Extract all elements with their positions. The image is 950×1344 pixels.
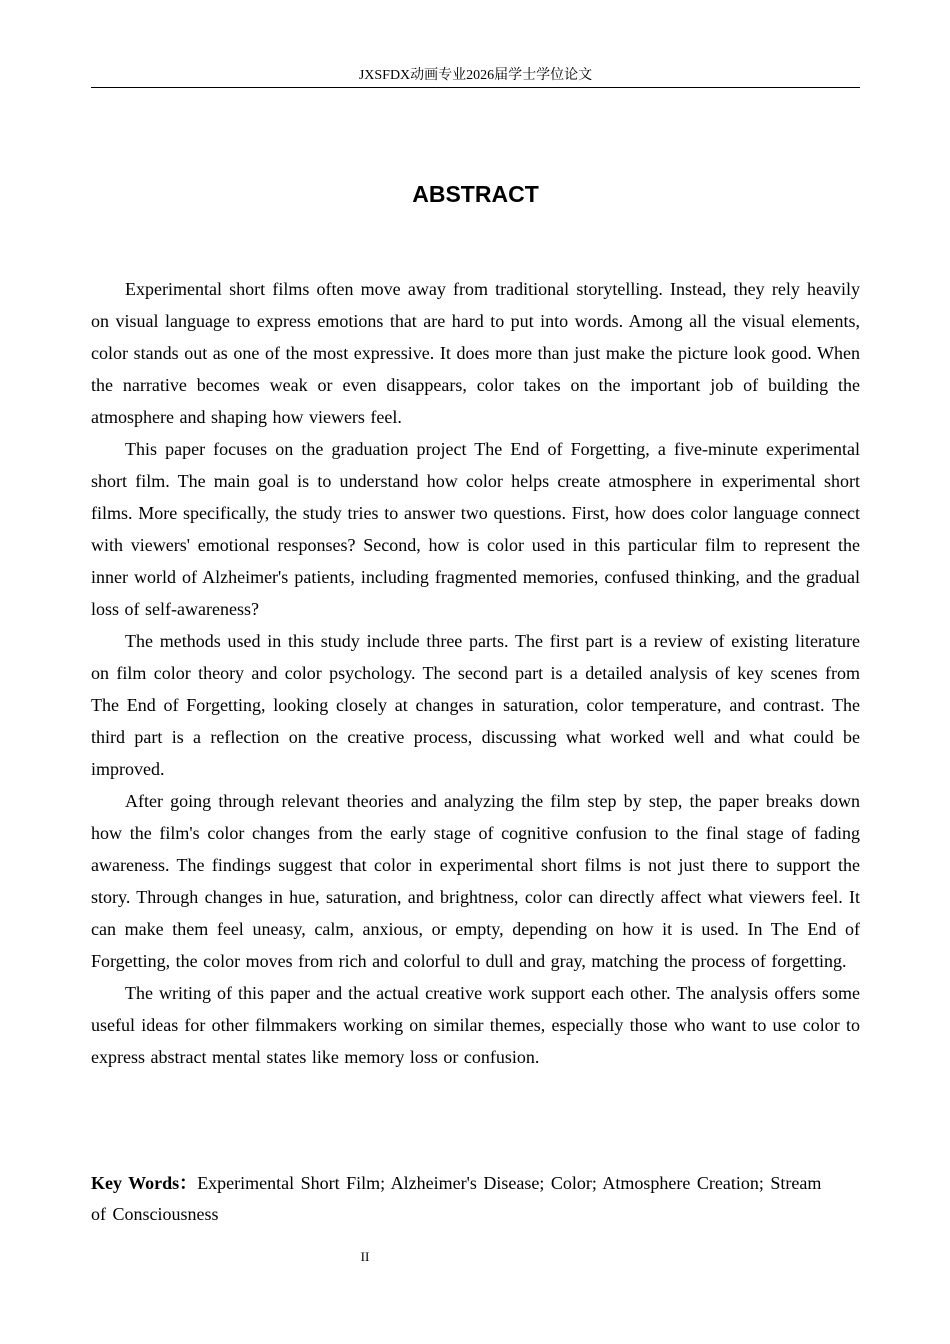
- keywords-label: Key Words：: [91, 1173, 198, 1193]
- abstract-title: ABSTRACT: [412, 181, 539, 207]
- keywords-text: Experimental Short Film; Alzheimer's Disease; Color; Atmosphere Creation; Stream of Consciousness: [91, 1173, 822, 1224]
- keywords-line: [91, 1168, 831, 1230]
- abstract-paragraph-1: Experimental short films often move away from traditional storytelling. Instead, they rely heavily on visual language to express emotions that are hard to put into words. Among all the visual elements, color stands out as one of the most expressive. It does more than just make the picture look good. When the narrative becomes weak or even disappears, color takes on the important job of building the atmosphere and shaping how viewers feel.: [91, 279, 860, 427]
- abstract-paragraph-2: This paper focuses on the graduation project The End of Forgetting, a five-minute experimental short film. The main goal is to understand how color helps create atmosphere in experimental short films. More specifically, the study tries to answer two questions. First, how does color language connect with viewers' emotional responses? Second, how is color used in this particular film to represent the inner world of Alzheimer's patients, including fragmented memories, confused thinking, and the gradual loss of self-awareness?: [91, 439, 860, 619]
- abstract-paragraph-4: After going through relevant theories and analyzing the film step by step, the paper breaks down how the film's color changes from the early stage of cognitive confusion to the final stage of fading awareness. The findings suggest that color in experimental short films is not just there to support the story. Through changes in hue, saturation, and brightness, color can directly affect what viewers feel. It can make them feel uneasy, calm, anxious, or empty, depending on how it is used. In The End of Forgetting, the color moves from rich and colorful to dull and gray, matching the process of forgetting.: [91, 791, 860, 971]
- header-rule: [91, 87, 860, 88]
- abstract-paragraph-3: The methods used in this study include three parts. The first part is a review of existing literature on film color theory and color psychology. The second part is a detailed analysis of key scenes from The End of Forgetting, looking closely at changes in saturation, color temperature, and contrast. The third part is a reflection on the creative process, discussing what worked well and what could be improved.: [91, 631, 860, 779]
- abstract-body: [91, 273, 860, 1073]
- running-header: JXSFDX动画专业2026届学士学位论文: [358, 68, 593, 83]
- page-number: II: [360, 1249, 370, 1264]
- abstract-paragraph-5: The writing of this paper and the actual creative work support each other. The analysis offers some useful ideas for other filmmakers working on similar themes, especially those who want to use color to express abstract mental states like memory loss or confusion.: [91, 983, 860, 1067]
